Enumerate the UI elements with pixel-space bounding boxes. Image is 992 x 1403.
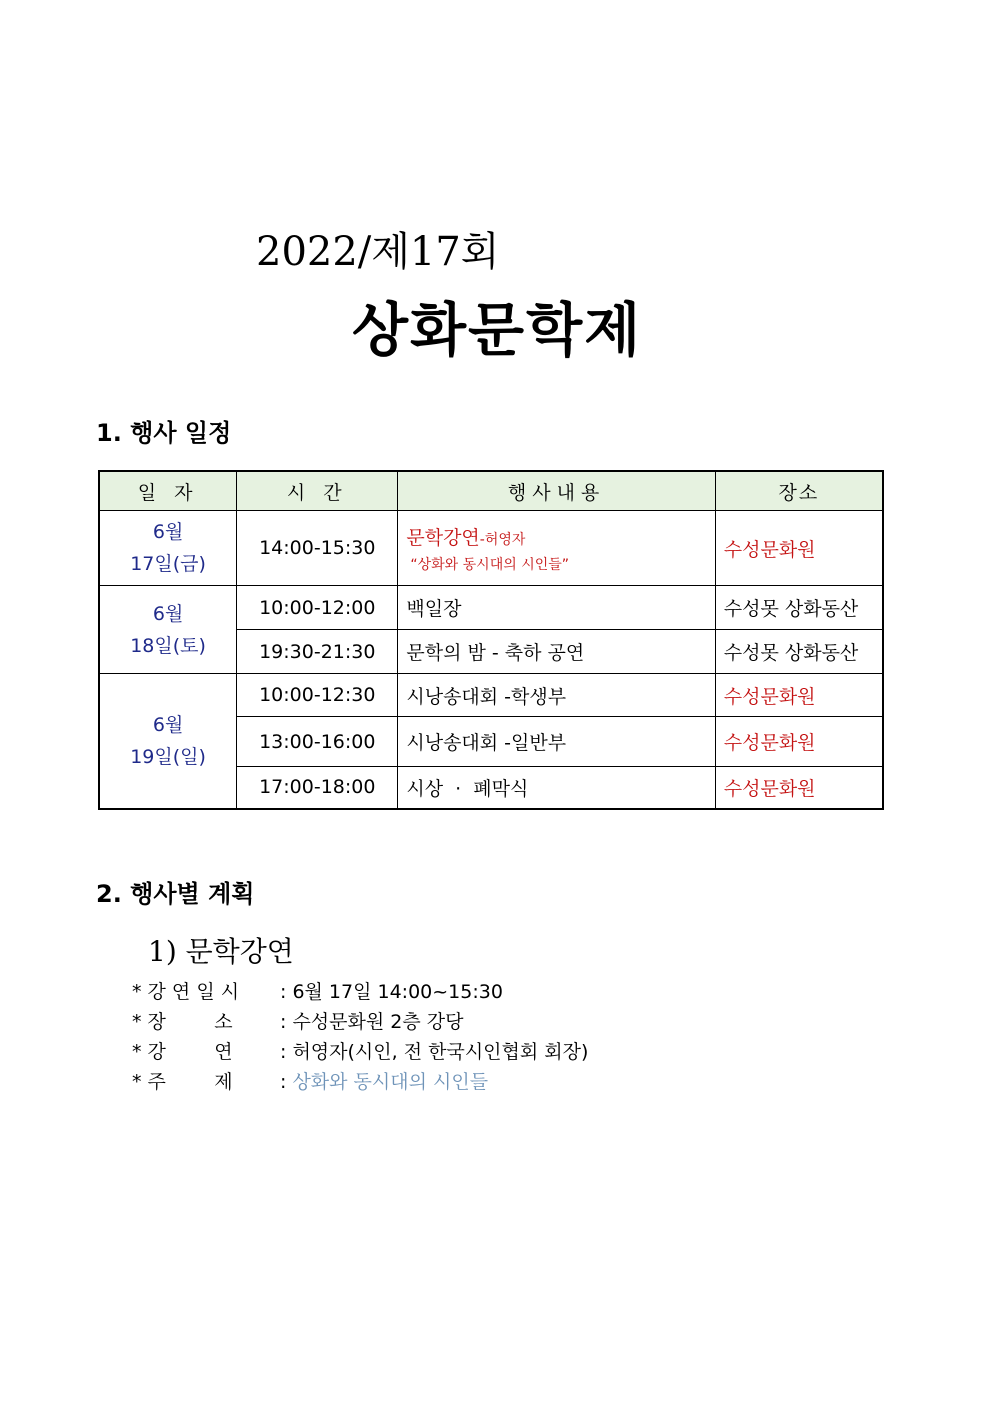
section-heading-schedule: 1. 행사 일정: [96, 419, 232, 447]
detail-value-topic: 상화와 동시대의 시인들: [292, 1071, 489, 1093]
event-quote: “상화와 동시대의 시인들”: [410, 556, 570, 573]
event-cell: 시상 · 폐막식: [398, 767, 715, 809]
title-festival-name: 상화문학제: [352, 296, 643, 364]
time-cell: 17:00-18:00: [237, 767, 398, 809]
date-day: 18일(토): [130, 634, 206, 657]
detail-line-venue: * 장 소 : 수성문화원 2층 강당: [132, 1007, 463, 1034]
schedule-table: [98, 470, 884, 810]
time-cell: 14:00-15:30: [237, 511, 398, 586]
place-cell: 수성못 상화동산: [715, 630, 883, 674]
event-cell: [398, 511, 715, 586]
time-cell: 19:30-21:30: [237, 630, 398, 674]
time-cell: 10:00-12:00: [237, 586, 398, 630]
detail-label: * 장 소: [132, 1011, 233, 1033]
detail-line-datetime: * 강 연 일 시 : 6월 17일 14:00~15:30: [132, 977, 503, 1004]
table-row: [99, 674, 883, 717]
date-cell: [99, 511, 237, 586]
table-row: [99, 586, 883, 630]
col-header-time: 시 간: [237, 471, 398, 511]
date-cell: [99, 586, 237, 674]
event-cell: 시낭송대회 -학생부: [398, 674, 715, 717]
table-row: [99, 511, 883, 586]
place-cell: 수성문화원: [715, 767, 883, 809]
place-cell: 수성문화원: [715, 717, 883, 767]
detail-line-topic: * 주 제 : 상화와 동시대의 시인들: [132, 1067, 488, 1094]
detail-line-speaker: * 강 연 : 허영자(시인, 전 한국시인협회 회장): [132, 1037, 588, 1064]
date-month: 6월: [152, 602, 184, 625]
detail-label: * 강 연: [132, 1041, 233, 1063]
detail-value: 6월 17일 14:00~15:30: [292, 981, 503, 1003]
time-cell: 13:00-16:00: [237, 717, 398, 767]
event-title: 문학강연: [406, 526, 480, 549]
date-day: 19일(일): [130, 745, 206, 768]
detail-label: * 강 연 일 시: [132, 981, 240, 1003]
date-cell: [99, 674, 237, 809]
time-cell: 10:00-12:30: [237, 674, 398, 717]
date-month: 6월: [152, 713, 184, 736]
col-header-place: 장소: [715, 471, 883, 511]
detail-label: * 주 제: [132, 1071, 233, 1093]
title-year-edition: 2022/제17회: [256, 229, 500, 275]
place-cell: 수성문화원: [715, 511, 883, 586]
table-header-row: [99, 471, 883, 511]
place-cell: 수성못 상화동산: [715, 586, 883, 630]
col-header-date: 일 자: [99, 471, 237, 511]
event-cell: 문학의 밤 - 축하 공연: [398, 630, 715, 674]
date-month: 6월: [152, 521, 184, 543]
subheading-lecture: 1) 문학강연: [148, 935, 294, 968]
event-speaker: -허영자: [479, 531, 526, 548]
col-header-event: 행사내용: [398, 471, 715, 511]
event-cell: 백일장: [398, 586, 715, 630]
section-heading-plan: 2. 행사별 계획: [96, 880, 255, 908]
detail-value: 수성문화원 2층 강당: [292, 1011, 464, 1033]
event-cell: 시낭송대회 -일반부: [398, 717, 715, 767]
place-cell: 수성문화원: [715, 674, 883, 717]
date-day: 17일(금): [130, 553, 206, 575]
detail-value: 허영자(시인, 전 한국시인협회 회장): [292, 1041, 589, 1063]
